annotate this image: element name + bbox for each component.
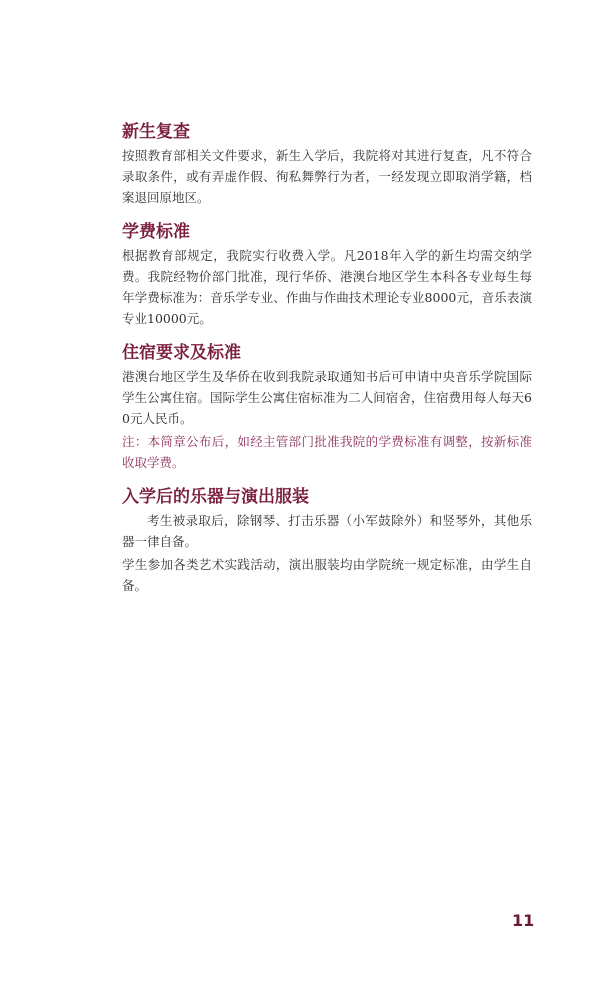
section-paragraph: 港澳台地区学生及华侨在收到我院录取通知书后可申请中央音乐学院国际学生公寓住宿。国际学生公寓住宿标准为二人间宿舍，住宿费用每人每天60元人民币。 [122, 369, 532, 426]
section-new-student-review [122, 121, 532, 208]
section-paragraph: 根据教育部规定，我院实行收费入学。凡2018年入学的新生均需交纳学费。我院经物价部门批准，现行华侨、港澳台地区学生本科各专业每生每年学费标准为：音乐学专业、作曲与作曲技术理论专业8000元，音乐表演专业10000元。 [122, 248, 532, 326]
section-instruments-costumes [122, 486, 532, 596]
section-heading: 学费标准 [122, 222, 190, 242]
page-number: 11 [512, 911, 535, 930]
section-note: 注：本简章公布后，如经主管部门批准我院的学费标准有调整，按新标准收取学费。 [122, 434, 532, 470]
section-paragraph: 学生参加各类艺术实践活动，演出服装均由学院统一规定标准，由学生自备。 [122, 557, 532, 593]
document-body [122, 121, 532, 609]
section-heading: 住宿要求及标准 [122, 343, 241, 363]
section-tuition-standard [122, 221, 532, 329]
section-accommodation [122, 342, 532, 473]
section-heading: 新生复查 [122, 122, 190, 142]
section-paragraph: 考生被录取后，除钢琴、打击乐器（小军鼓除外）和竖琴外，其他乐器一律自备。 [122, 513, 532, 549]
section-heading: 入学后的乐器与演出服装 [122, 487, 309, 507]
section-paragraph: 按照教育部相关文件要求，新生入学后，我院将对其进行复查，凡不符合录取条件，或有弄虚作假、徇私舞弊行为者，一经发现立即取消学籍，档案退回原地区。 [122, 148, 532, 205]
